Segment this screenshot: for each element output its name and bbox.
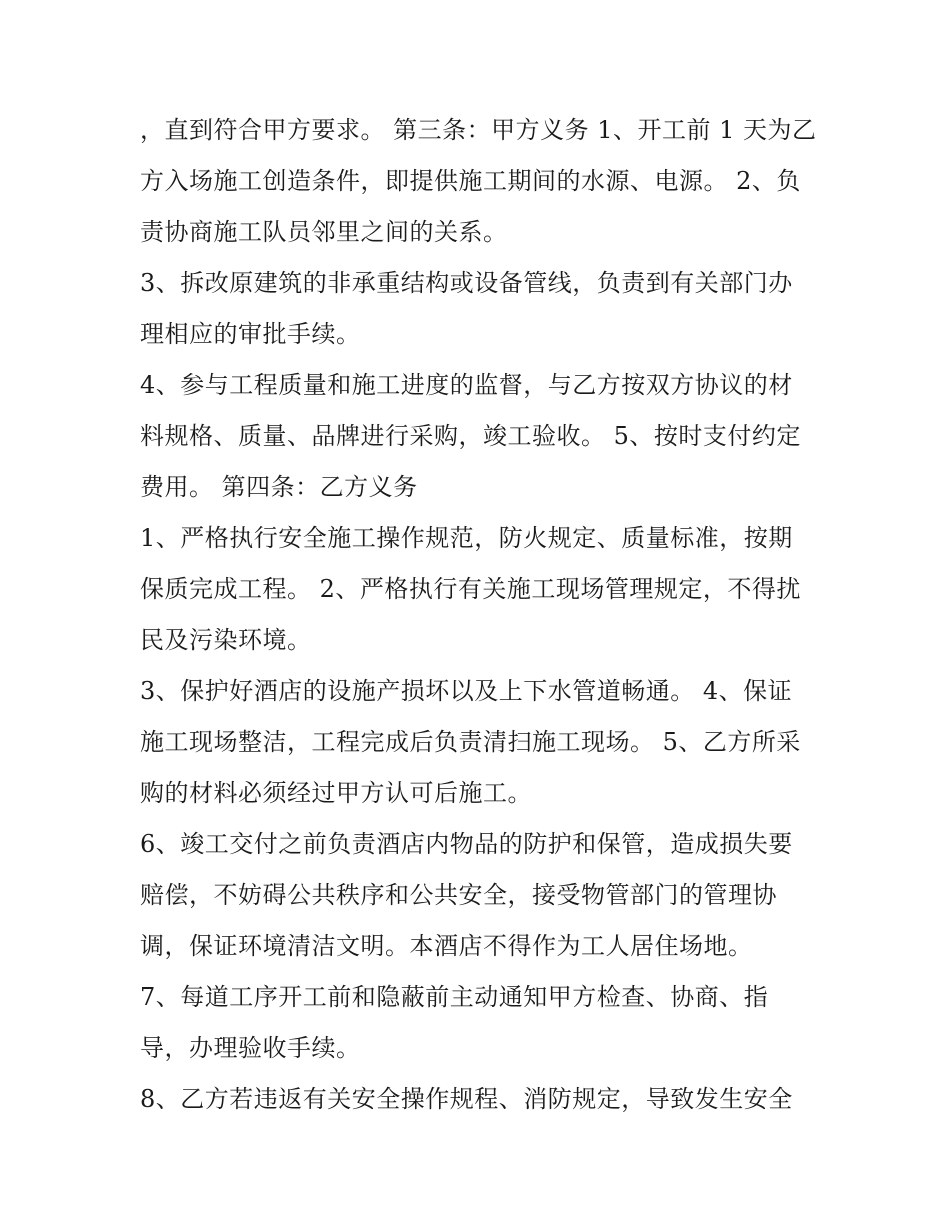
- text-line: 4、参与工程质量和施工进度的监督，与乙方按双方协议的材: [140, 371, 793, 399]
- text-line: 赔偿，不妨碍公共秩序和公共安全，接受物管部门的管理协: [140, 881, 777, 909]
- text-line: 购的材料必须经过甲方认可后施工。: [140, 779, 532, 807]
- text-line: 7、每道工序开工前和隐蔽前主动通知甲方检查、协商、指: [140, 983, 769, 1011]
- text-line: 6、竣工交付之前负责酒店内物品的防护和保管，造成损失要: [140, 830, 793, 858]
- text-line: 民及污染环境。: [140, 626, 312, 654]
- text-line: 施工现场整洁，工程完成后负责清扫施工现场。 5、乙方所采: [140, 728, 801, 756]
- text-line: 保质完成工程。 2、严格执行有关施工现场管理规定，不得扰: [140, 575, 801, 603]
- text-line: 调，保证环境清洁文明。本酒店不得作为工人居住场地。: [140, 932, 753, 960]
- text-line: 8、乙方若违返有关安全操作规程、消防规定，导致发生安全: [140, 1085, 793, 1113]
- text-line: 费用。 第四条：乙方义务: [140, 473, 418, 501]
- text-line: 方入场施工创造条件，即提供施工期间的水源、电源。 2、负: [140, 167, 801, 195]
- text-line: ，直到符合甲方要求。 第三条：甲方义务 1、开工前 1 天为乙: [140, 116, 817, 144]
- text-line: 导，办理验收手续。: [140, 1034, 361, 1062]
- text-line: 理相应的审批手续。: [140, 320, 361, 348]
- text-line: 3、保护好酒店的设施产损坏以及上下水管道畅通。 4、保证: [140, 677, 793, 705]
- text-line: 3、拆改原建筑的非承重结构或设备管线，负责到有关部门办: [140, 269, 793, 297]
- text-line: 1、严格执行安全施工操作规范，防火规定、质量标准，按期: [140, 524, 793, 552]
- text-line: 料规格、质量、品牌进行采购，竣工验收。 5、按时支付约定: [140, 422, 801, 450]
- text-line: 责协商施工队员邻里之间的关系。: [140, 218, 508, 246]
